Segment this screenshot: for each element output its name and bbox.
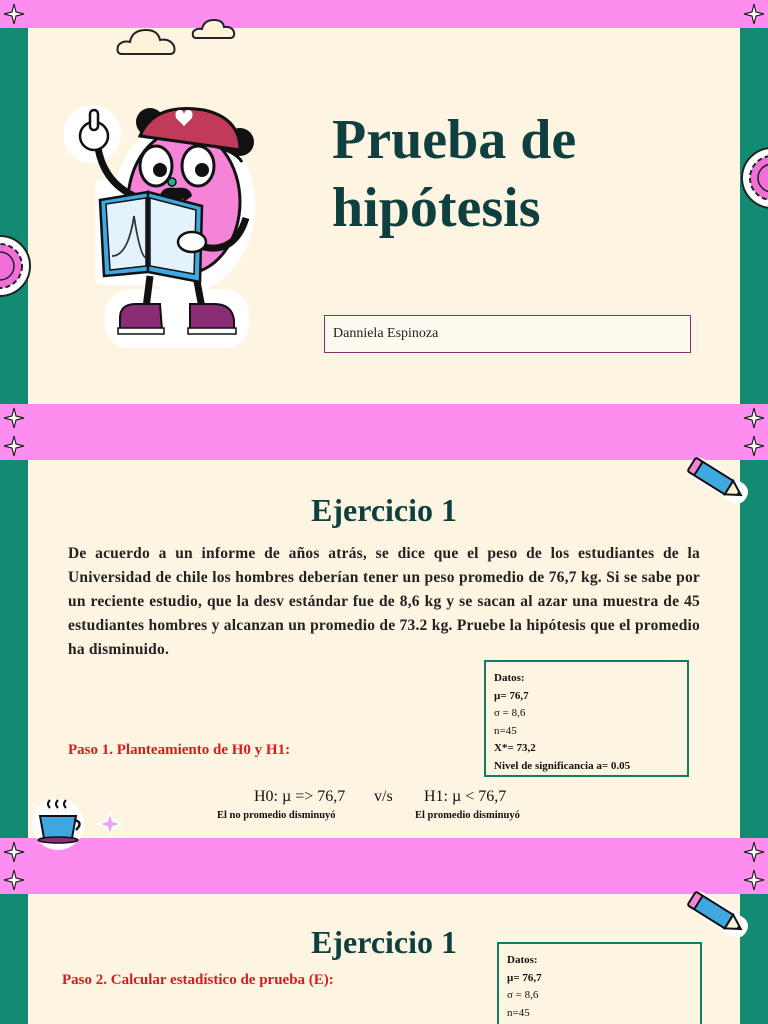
pink-band-bottom [0, 404, 768, 432]
datos-title: Datos: [507, 954, 538, 966]
pink-band-bottom [0, 838, 768, 866]
author-name: Danniela Espinoza [324, 315, 691, 353]
sparkle-icon [743, 407, 765, 429]
sparkle-icon [743, 841, 765, 863]
null-hypothesis: H0: µ => 76,7 [254, 788, 346, 805]
exercise-heading: Ejercicio 1 [310, 492, 457, 528]
mascot-illustration [64, 96, 268, 348]
sparkle-icon [3, 435, 25, 457]
slide-ejercicio-1 [0, 432, 768, 866]
step-1-label: Paso 1. Planteamiento de H0 y H1: [68, 742, 291, 758]
teal-side-left [0, 0, 28, 432]
pink-band-top [0, 432, 768, 460]
alternative-hypothesis-note: El promedio disminuyó [415, 810, 520, 821]
star-icon [96, 810, 124, 838]
datos-box [497, 942, 702, 1024]
datos-title: Datos: [494, 672, 525, 684]
flower-icon [734, 142, 768, 214]
datos-n: n=45 [507, 1006, 530, 1019]
cloud-icon [114, 24, 180, 60]
exercise-heading: Ejercicio 1 [310, 924, 457, 960]
alternative-hypothesis: H1: µ < 76,7 [424, 788, 507, 805]
datos-xbar: X*= 73,2 [494, 742, 536, 754]
sparkle-icon [3, 869, 25, 891]
title-line-2: hipótesis [332, 177, 541, 239]
cloud-icon [190, 16, 238, 44]
datos-n: n=45 [494, 724, 517, 737]
datos-alpha: Nivel de significancia a= 0.05 [494, 759, 631, 772]
datos-mu: µ= 76,7 [494, 689, 529, 702]
flower-icon [0, 230, 38, 302]
pink-band-top [0, 866, 768, 894]
datos-sigma: σ = 8,6 [494, 707, 526, 719]
null-hypothesis-note: El no promedio disminuyó [217, 810, 336, 821]
step-2-label: Paso 2. Calcular estadístico de prueba (E): [62, 972, 334, 988]
slide-ejercicio-1-paso-2 [0, 866, 768, 1024]
sparkle-icon [3, 841, 25, 863]
datos-sigma: σ = 8,6 [507, 989, 539, 1001]
sparkle-icon [3, 3, 25, 25]
versus-label: v/s [374, 788, 393, 805]
datos-mu: µ= 76,7 [507, 971, 542, 984]
title-line-1: Prueba de [332, 109, 577, 171]
sparkle-icon [743, 3, 765, 25]
coffee-cup-icon [30, 794, 86, 850]
slide-title [0, 0, 768, 432]
datos-box [484, 660, 689, 777]
teal-side-right [740, 0, 768, 432]
exercise-statement: De acuerdo a un informe de años atrás, se dice que el peso de los estudiantes de la Universidad de chile los hombres deberían tener un peso promedio de 76,7 kg. Si se sabe por un reciente estudio, que la desv estándar fue de 8,6 kg y se sacan al azar una muestra de 45 estudiantes hombres y alcanzan un promedio de 73.2 kg. Pruebe la hipótesis que el promedio ha disminuido. [68, 545, 700, 658]
sparkle-icon [3, 407, 25, 429]
